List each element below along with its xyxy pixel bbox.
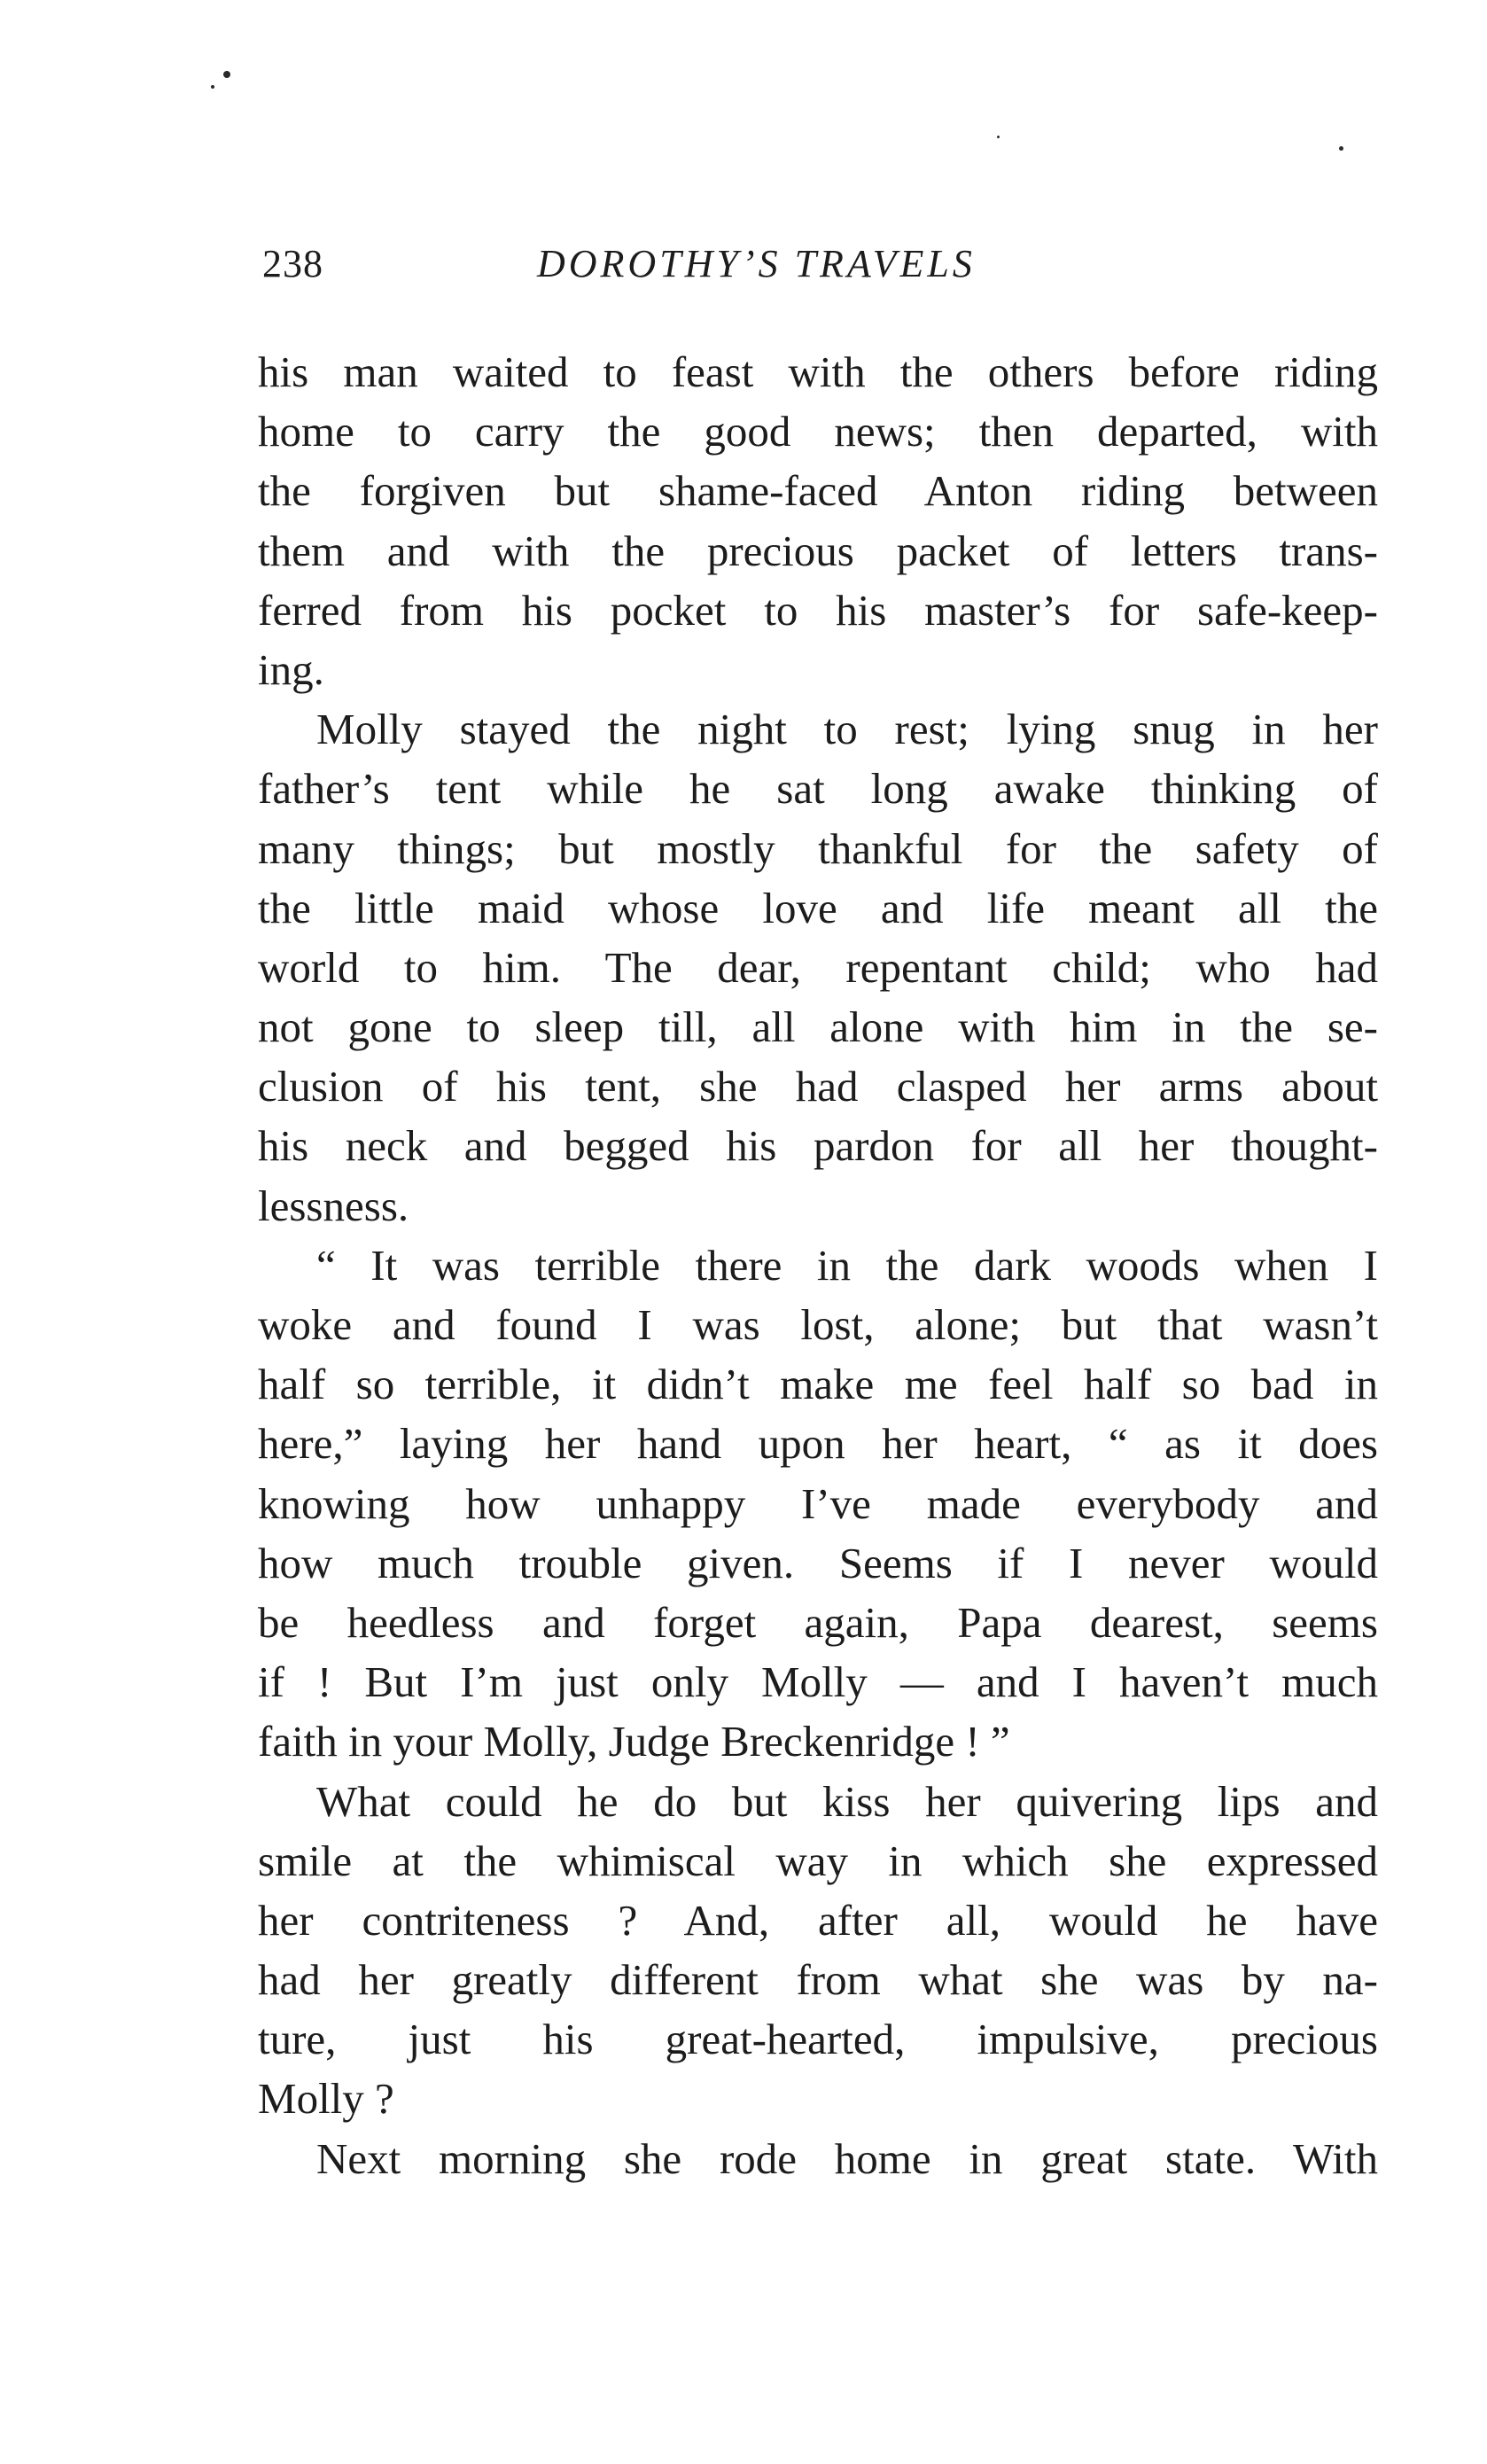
text-line: how much trouble given. Seems if I never would: [258, 1538, 1378, 1587]
text-line: her contriteness ? And, after all, would he have: [258, 1895, 1378, 1945]
text-line: had her greatly different from what she was by na-: [258, 1955, 1378, 2005]
text-line: ferred from his pocket to his master’s for safe-keep-: [258, 585, 1378, 635]
text-line: clusion of his tent, she had clasped her arms about: [258, 1062, 1378, 1111]
text-line: half so terrible, it didn’t make me feel half so bad in: [258, 1360, 1378, 1409]
text-line: What could he do but kiss her quivering lips and: [316, 1776, 1378, 1826]
text-line: Molly ?: [258, 2074, 394, 2124]
ink-speck: [997, 136, 1000, 138]
ink-speck: [1339, 146, 1343, 151]
text-line: if ! But I’m just only Molly — and I haven’t much: [258, 1657, 1378, 1707]
text-line: home to carry the good news; then departed, with: [258, 407, 1378, 456]
text-line: Molly stayed the night to rest; lying snug in her: [316, 705, 1378, 754]
text-line: knowing how unhappy I’ve made everybody and: [258, 1478, 1378, 1528]
text-line: ture, just his great-hearted, impulsive, precious: [258, 2015, 1378, 2064]
text-line: world to him. The dear, repentant child; who had: [258, 942, 1378, 992]
ink-speck: [211, 85, 214, 89]
text-line: not gone to sleep till, all alone with him in the se-: [258, 1002, 1378, 1052]
text-line: lessness.: [258, 1181, 409, 1230]
text-line: faith in your Molly, Judge Breckenridge ! ”: [258, 1717, 1010, 1766]
text-line: his man waited to feast with the others before riding: [258, 347, 1378, 396]
text-line: ing.: [258, 644, 324, 694]
text-line: the forgiven but shame-faced Anton riding between: [258, 466, 1378, 516]
text-line: here,” laying her hand upon her heart, “ as it does: [258, 1419, 1378, 1469]
text-line: smile at the whimiscal way in which she expressed: [258, 1836, 1378, 1885]
text-line: woke and found I was lost, alone; but that wasn’t: [258, 1300, 1378, 1349]
text-line: them and with the precious packet of letters trans-: [258, 526, 1378, 575]
text-line: “ It was terrible there in the dark woods when I: [316, 1240, 1378, 1290]
body-text: [258, 342, 1378, 2188]
text-line: the little maid whose love and life meant all the: [258, 883, 1378, 932]
text-line: be heedless and forget again, Papa dearest, seems: [258, 1597, 1378, 1647]
text-line: Next morning she rode home in great state. With: [316, 2133, 1378, 2183]
text-line: father’s tent while he sat long awake thinking of: [258, 764, 1378, 814]
running-title: DOROTHY’S TRAVELS: [537, 242, 976, 285]
page-number: 238: [262, 242, 323, 285]
page-header: [262, 238, 1372, 291]
text-line: many things; but mostly thankful for the safety of: [258, 823, 1378, 873]
text-line: his neck and begged his pardon for all her thought-: [258, 1121, 1378, 1171]
ink-speck: [223, 71, 230, 78]
